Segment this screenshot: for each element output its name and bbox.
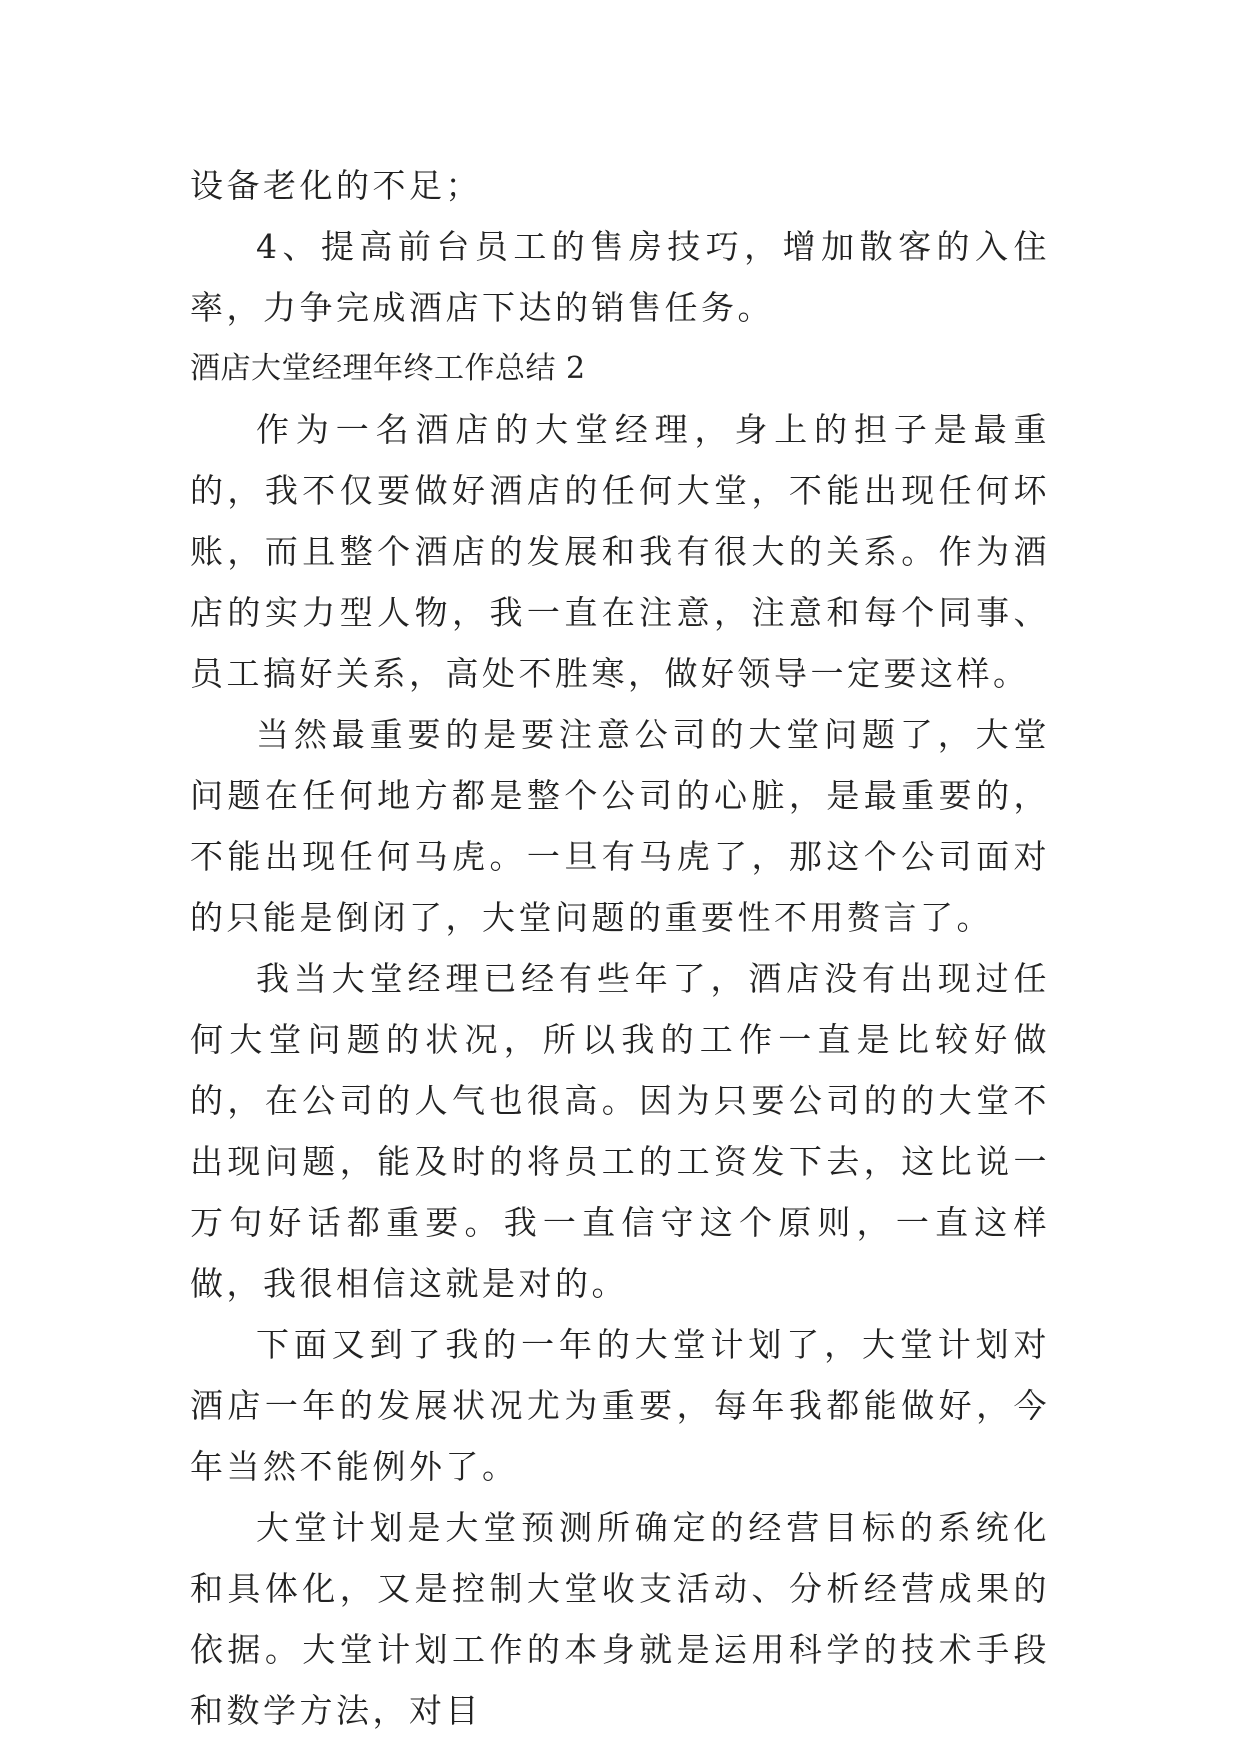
paragraph-item-4: 4、提高前台员工的售房技巧，增加散客的入住率，力争完成酒店下达的销售任务。 bbox=[190, 227, 1050, 327]
paragraph: 大堂计划是大堂预测所确定的经营目标的系统化和具体化，又是控制大堂收支活动、分析经营成果的依据。大堂计划工作的本身就是运用科学的技术手段和数学方法，对目 bbox=[190, 1508, 1050, 1730]
paragraph: 当然最重要的是要注意公司的大堂问题了，大堂问题在任何地方都是整个公司的心脏，是最重要的，不能出现任何马虎。一旦有马虎了，那这个公司面对的只能是倒闭了，大堂问题的重要性不用赘言了。 bbox=[190, 715, 1050, 937]
paragraph-continuation: 设备老化的不足； bbox=[190, 166, 482, 205]
paragraph: 下面又到了我的一年的大堂计划了，大堂计划对酒店一年的发展状况尤为重要，每年我都能做好，今年当然不能例外了。 bbox=[190, 1325, 1050, 1486]
document-body bbox=[190, 155, 1050, 1741]
section-heading: 酒店大堂经理年终工作总结 2 bbox=[190, 351, 586, 386]
paragraph: 我当大堂经理已经有些年了，酒店没有出现过任何大堂问题的状况，所以我的工作一直是比较好做的，在公司的人气也很高。因为只要公司的的大堂不出现问题，能及时的将员工的工资发下去，这比说一万句好话都重要。我一直信守这个原则，一直这样做，我很相信这就是对的。 bbox=[190, 959, 1050, 1303]
paragraph: 作为一名酒店的大堂经理，身上的担子是最重的，我不仅要做好酒店的任何大堂，不能出现任何坏账，而且整个酒店的发展和我有很大的关系。作为酒店的实力型人物，我一直在注意，注意和每个同事、员工搞好关系，高处不胜寒，做好领导一定要这样。 bbox=[190, 410, 1050, 693]
